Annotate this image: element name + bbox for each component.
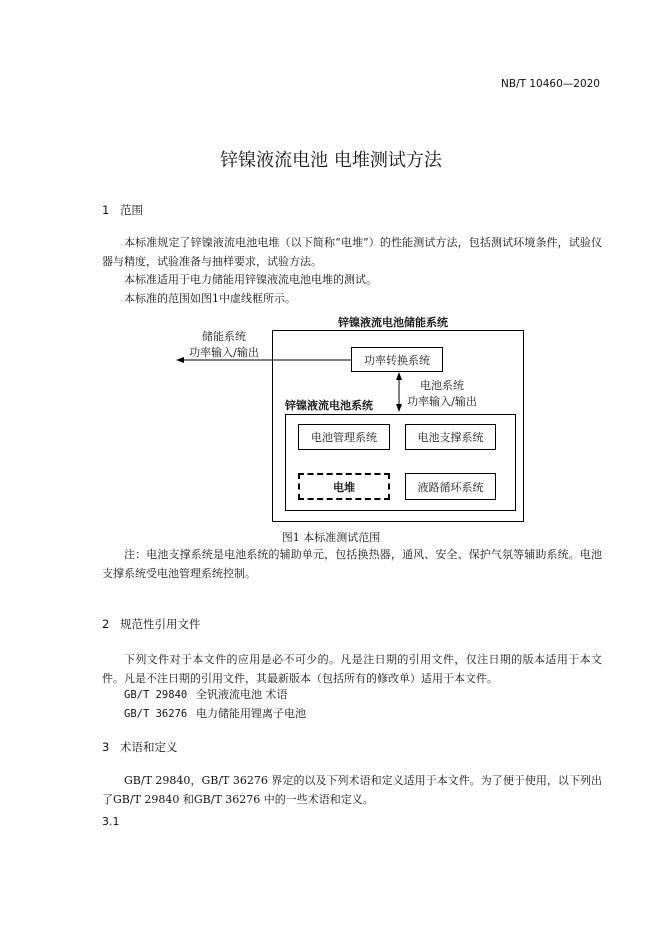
reference-code: GB/T 29840 (124, 689, 188, 701)
section-3-paragraph: GB/T 29840，GB/T 36276 界定的以及下列术语和定义适用于本文件。为了便于使用，以下列出了GB/T 29840 和GB/T 36276 中的一些术语和定义。 (102, 774, 602, 806)
standard-code: NB/T 10460—2020 (501, 78, 600, 90)
section-1-paragraph-3: 本标准的范围如图1中虚线框所示。 (124, 292, 296, 305)
section-1-title: 范围 (120, 203, 143, 217)
section-1-paragraph-2: 本标准适用于电力储能用锌镍液流电池电堆的测试。 (124, 273, 377, 286)
battery-io-line-1: 电池系统 (420, 379, 464, 392)
section-3-number: 3 (102, 740, 110, 754)
figure-caption: 图1 本标准测试范围 (281, 531, 381, 544)
bms-box: 电池管理系统 (298, 424, 390, 450)
storage-io-arrow (176, 350, 356, 370)
document-title: 锌镍液流电池 电堆测试方法 (220, 150, 442, 171)
clause-number: 3.1 (102, 815, 120, 828)
section-1-number: 1 (102, 203, 110, 217)
section-3-heading (102, 739, 178, 755)
section-1-heading (102, 202, 143, 218)
reference-title: 电力储能用锂离子电池 (196, 707, 306, 720)
section-2-number: 2 (102, 617, 110, 631)
outer-system-title: 锌镍液流电池储能系统 (338, 316, 448, 329)
reference-item (124, 705, 306, 721)
section-1-paragraph-1: 本标准规定了锌镍液流电池电堆（以下简称“电堆”）的性能测试方法，包括测试环境条件，试验仪器与精度，试验准备与抽样要求，试验方法。 (102, 236, 602, 268)
support-system-box: 电池支撑系统 (405, 424, 496, 450)
section-2-paragraph: 下列文件对于本文件的应用是必不可少的。凡是注日期的引用文件，仅注日期的版本适用于本文件。凡是不注日期的引用文件，其最新版本（包括所有的修改单）适用于本文件。 (102, 653, 602, 685)
stack-box: 电堆 (298, 473, 390, 500)
section-3-title: 术语和定义 (120, 740, 178, 754)
reference-code: GB/T 36276 (124, 708, 188, 720)
section-2-heading (102, 616, 201, 632)
battery-io-label (400, 378, 484, 410)
reference-title: 全钒液流电池 术语 (196, 688, 288, 701)
storage-io-line-1: 储能系统 (202, 330, 246, 343)
circulation-system-box: 液路循环系统 (405, 473, 496, 500)
power-conversion-system-box: 功率转换系统 (351, 347, 443, 372)
battery-io-line-2: 功率输入/输出 (407, 395, 477, 408)
section-2-title: 规范性引用文件 (120, 617, 201, 631)
inner-system-title: 锌镍液流电池系统 (285, 399, 373, 412)
storage-io-line-2: 功率输入/输出 (189, 346, 259, 359)
reference-item (124, 686, 288, 702)
figure-note: 注：电池支撑系统是电池系统的辅助单元，包括换热器，通风、安全、保护气氛等辅助系统。电池支撑系统受电池管理系统控制。 (102, 548, 602, 580)
